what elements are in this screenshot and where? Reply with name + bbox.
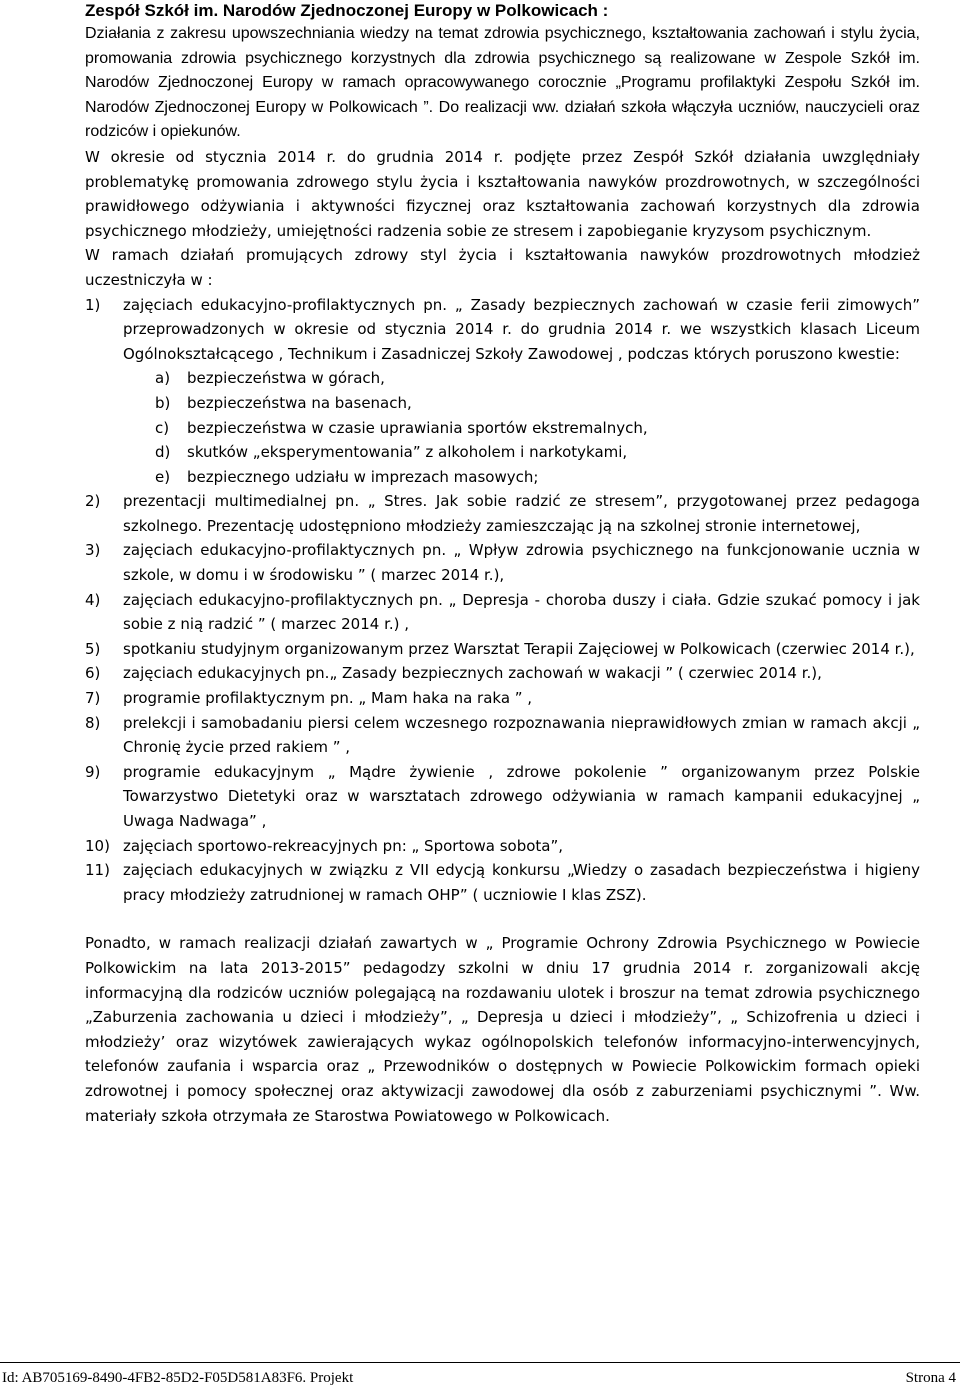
list-item-text: zajęciach sportowo-rekreacyjnych pn: „ Sportowa sobota”, <box>123 836 564 855</box>
list-item <box>85 637 920 662</box>
participation-paragraph: W ramach działań promujących zdrowy styl życia i kształtowania nawyków prozdrowotnych młodzież uczestniczyła w : <box>85 246 920 289</box>
sublist-item-text: bezpieczeństwa w czasie uprawiania sportów ekstremalnych, <box>187 418 648 437</box>
sublist-item-letter: b) <box>155 393 171 412</box>
list-item <box>85 686 920 711</box>
sublist-item-text: bezpieczeństwa na basenach, <box>187 393 412 412</box>
document-body <box>85 22 920 1128</box>
sublist-item-text: bezpieczeństwa w górach, <box>187 369 385 388</box>
list-item-text: zajęciach edukacyjno-profilaktycznych pn. „ Wpływ zdrowia psychicznego na funkcjonowanie ucznia w szkole, w domu i w środowisku ” ( marzec 2014 r.), <box>123 541 920 585</box>
list-item-number: 3) <box>85 541 101 560</box>
sublist-item <box>123 440 920 465</box>
list-item-text: zajęciach edukacyjno-profilaktycznych pn. „ Zasady bezpiecznych zachowań w czasie ferii zimowych” przeprowadzonych w okresie od stycznia 2014 r. do grudnia 2014 r. we wszystkich klasach Liceum Ogólnokształcącego , Technikum i Zasadniczej Szkoły Zawodowej , podczas których poruszono kwestie: <box>123 295 920 363</box>
list-item <box>85 489 920 538</box>
list-item-text: programie edukacyjnym „ Mądre żywienie , zdrowe pokolenie ” organizowanym przez Polskie Towarzystwo Dietetyki oraz w warsztatach zdrowego odżywiania w ramach kampanii edukacyjnej „ Uwaga Nadwaga” , <box>123 762 920 830</box>
sublist-item-letter: c) <box>155 418 170 437</box>
sublist-item-letter: a) <box>155 369 171 388</box>
list-item <box>85 661 920 686</box>
list-item-text: programie profilaktycznym pn. „ Mam haka na raka ” , <box>123 689 533 708</box>
list-item-number: 8) <box>85 713 101 732</box>
footer-divider <box>0 1362 960 1363</box>
list-item <box>85 538 920 587</box>
document-id: Id: AB705169-8490-4FB2-85D2-F05D581A83F6. Projekt <box>2 1370 354 1386</box>
list-item-number: 1) <box>85 295 101 314</box>
list-item-text: prelekcji i samobadaniu piersi celem wczesnego rozpoznawania nieprawidłowych zmian w ramach akcji „ Chronię życie przed rakiem ” , <box>123 713 920 757</box>
sublist-item-text: bezpiecznego udziału w imprezach masowych; <box>187 467 539 486</box>
list-item-number: 4) <box>85 590 101 609</box>
intro-paragraph: Działania z zakresu upowszechniania wiedzy na temat zdrowia psychicznego, kształtowania zachowań i stylu życia, promowania zdrowia psychicznego korzystnych dla zdrowia psychicznego są realizowane w Zespole Szkół im. Narodów Zjednoczonej Europy w ramach opracowywanego corocznie „Programu profilaktyki Zespołu Szkół im. Narodów Zjednoczonej Europy w Polkowicach ”. Do realizacji ww. działań szkoła włączyła uczniów, nauczycieli oraz rodziców i opiekunów. <box>85 25 920 141</box>
list-item-text: spotkaniu studyjnym organizowanym przez Warsztat Terapii Zajęciowej w Polkowicach (czerwiec 2014 r.), <box>123 639 915 658</box>
list-item-number: 6) <box>85 664 101 683</box>
list-item-text: zajęciach edukacyjnych pn.„ Zasady bezpiecznych zachowań w wakacji ” ( czerwiec 2014 r.), <box>123 664 822 683</box>
list-item-number: 7) <box>85 689 101 708</box>
activities-list <box>85 293 920 908</box>
list-item-number: 11) <box>85 861 110 880</box>
list-item <box>85 588 920 637</box>
list-item-number: 5) <box>85 639 101 658</box>
list-item-number: 9) <box>85 762 101 781</box>
list-item-number: 10) <box>85 836 110 855</box>
list-item <box>85 293 920 490</box>
list-item-number: 2) <box>85 492 101 511</box>
list-item <box>85 834 920 859</box>
sublist-item <box>123 465 920 490</box>
sublist-item <box>123 391 920 416</box>
page-number: Strona 4 <box>905 1370 956 1386</box>
section-title: Zespół Szkół im. Narodów Zjednoczonej Europy w Polkowicach : <box>85 1 609 20</box>
list-item-text: zajęciach edukacyjno-profilaktycznych pn. „ Depresja - choroba duszy i ciała. Gdzie szukać pomocy i jak sobie z nią radzić ” ( marzec 2014 r.) , <box>123 590 920 634</box>
topics-sublist <box>123 366 920 489</box>
closing-paragraph: Ponadto, w ramach realizacji działań zawartych w „ Programie Ochrony Zdrowia Psychicznego w Powiecie Polkowickim na lata 2013-2015” pedagodzy szkolni w dniu 17 grudnia 2014 r. zorganizowali akcję informacyjną dla rodziców uczniów polegającą na rozdawaniu ulotek i broszur na temat zdrowia psychicznego „Zaburzenia zachowania u dzieci i młodzieży”, „ Depresja u dzieci i młodzieży”, „ Schizofrenia u dzieci i młodzieży’ oraz wizytówek zawierających wykaz ogólnopolskich telefonów informacyjno-interwencyjnych, telefonów zaufania i wsparcia oraz „ Przewodników o dostępnych w Powiecie Polkowickim formach opieki zdrowotnej i pomocy społecznej oraz aktywizacji zawodowej dla osób z zaburzeniami psychicznymi ”. Ww. materiały szkoła otrzymała ze Starostwa Powiatowego w Polkowicach. <box>85 934 920 1125</box>
sublist-item-text: skutków „eksperymentowania” z alkoholem i narkotykami, <box>187 443 628 462</box>
list-item-text: zajęciach edukacyjnych w związku z VII edycją konkursu „Wiedzy o zasadach bezpieczeństwa i higieny pracy młodzieży zatrudnionej w ramach OHP” ( uczniowie I klas ZSZ). <box>123 861 920 904</box>
sublist-item-letter: e) <box>155 467 171 486</box>
spacer <box>85 907 920 931</box>
sublist-item-letter: d) <box>155 443 171 462</box>
sublist-item <box>123 416 920 441</box>
period-paragraph: W okresie od stycznia 2014 r. do grudnia 2014 r. podjęte przez Zespół Szkół działania uwzględniały problematykę promowania zdrowego stylu życia i kształtowania nawyków prozdrowotnych, w szczególności prawidłowego odżywiania i aktywności fizycznej oraz kształtowania zachowań korzystnych dla zdrowia psychicznego młodzieży, umiejętności radzenia sobie ze stresem i zapobieganie kryzysom psychicznym. <box>85 147 920 240</box>
list-item-text: prezentacji multimedialnej pn. „ Stres. Jak sobie radzić ze stresem”, przygotowanej przez pedagoga szkolnego. Prezentację udostępniono młodzieży zamieszczając ją na szkolnej stronie internetowej, <box>123 492 920 535</box>
sublist-item <box>123 366 920 391</box>
list-item <box>85 858 920 907</box>
list-item <box>85 711 920 760</box>
list-item <box>85 760 920 834</box>
